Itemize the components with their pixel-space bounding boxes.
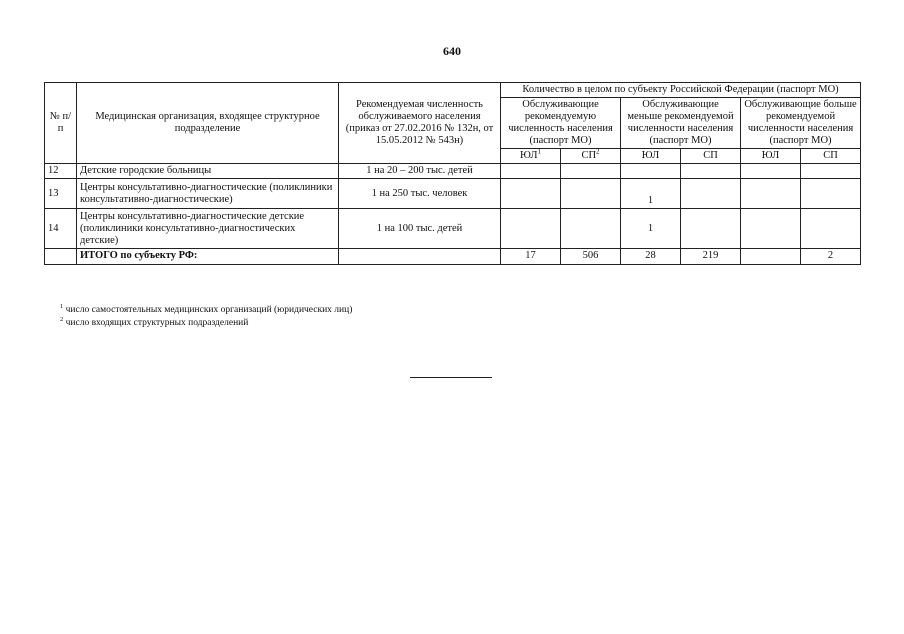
row-value [561,209,621,249]
end-divider [410,377,492,378]
row-value: 1 [621,209,681,249]
header-row-1 [45,83,861,98]
row-norm: 1 на 100 тыс. детей [339,209,501,249]
header-sp-1 [561,149,621,164]
footnote-2 [60,317,352,330]
total-num [45,249,77,264]
row-value [801,179,861,209]
row-value [741,179,801,209]
row-num: 13 [45,179,77,209]
row-value [741,164,801,179]
row-value [681,209,741,249]
row-value [501,164,561,179]
total-row [45,249,861,264]
total-label: ИТОГО по субъекту РФ: [77,249,339,264]
row-value [681,164,741,179]
table-row [45,209,861,249]
row-value [561,179,621,209]
header-sub-more: Обслуживающие больше рекомендуемой численности населения (паспорт МО) [741,98,861,149]
header-yul-3: ЮЛ [741,149,801,164]
row-num: 12 [45,164,77,179]
header-yul-2: ЮЛ [621,149,681,164]
header-sp-3: СП [801,149,861,164]
total-value: 28 [621,249,681,264]
total-value [741,249,801,264]
yul-footnote-mark: 1 [537,147,541,156]
sp-label: СП [581,150,597,162]
row-norm: 1 на 250 тыс. человек [339,179,501,209]
yul-label: ЮЛ [520,150,538,162]
row-num: 14 [45,209,77,249]
sp-footnote-mark: 2 [596,147,600,156]
row-org: Детские городские больницы [77,164,339,179]
footnote-1 [60,304,352,317]
header-yul-1 [501,149,561,164]
header-group: Количество в целом по субъекту Российской Федерации (паспорт МО) [501,83,861,98]
header-num: № п/п [45,83,77,164]
footnote-mark: 1 [60,302,64,310]
row-org: Центры консультативно-диагностические детские (поликлиники консультативно-диагностических детские) [77,209,339,249]
header-sub-recommended: Обслуживающие рекомендуемую численность населения (паспорт МО) [501,98,621,149]
table-row [45,164,861,179]
header-org: Медицинская организация, входящее структурное подразделение [77,83,339,164]
table-row [45,179,861,209]
footnote-text: число самостоятельных медицинских организаций (юридических лиц) [65,305,353,315]
header-norm: Рекомендуемая численность обслуживаемого населения (приказ от 27.02.2016 № 132н, от 15.05.2012 № 543н) [339,83,501,164]
row-value [621,164,681,179]
footnotes [60,304,352,330]
row-value [741,209,801,249]
row-value [801,164,861,179]
total-norm [339,249,501,264]
footnote-mark: 2 [60,315,64,323]
row-org: Центры консультативно-диагностические (поликлиники консультативно-диагностические) [77,179,339,209]
total-value: 219 [681,249,741,264]
total-value: 506 [561,249,621,264]
medical-organizations-table [44,82,861,265]
row-value [501,179,561,209]
page-number: 640 [443,44,461,58]
row-value: 1 [621,179,681,209]
row-value [801,209,861,249]
total-value: 17 [501,249,561,264]
row-value [501,209,561,249]
row-norm: 1 на 20 – 200 тыс. детей [339,164,501,179]
total-value: 2 [801,249,861,264]
header-sp-2: СП [681,149,741,164]
row-value [561,164,621,179]
row-value [681,179,741,209]
footnote-text: число входящих структурных подразделений [65,317,249,328]
header-sub-less: Обслуживающие меньше рекомендуемой численности населения (паспорт МО) [621,98,741,149]
